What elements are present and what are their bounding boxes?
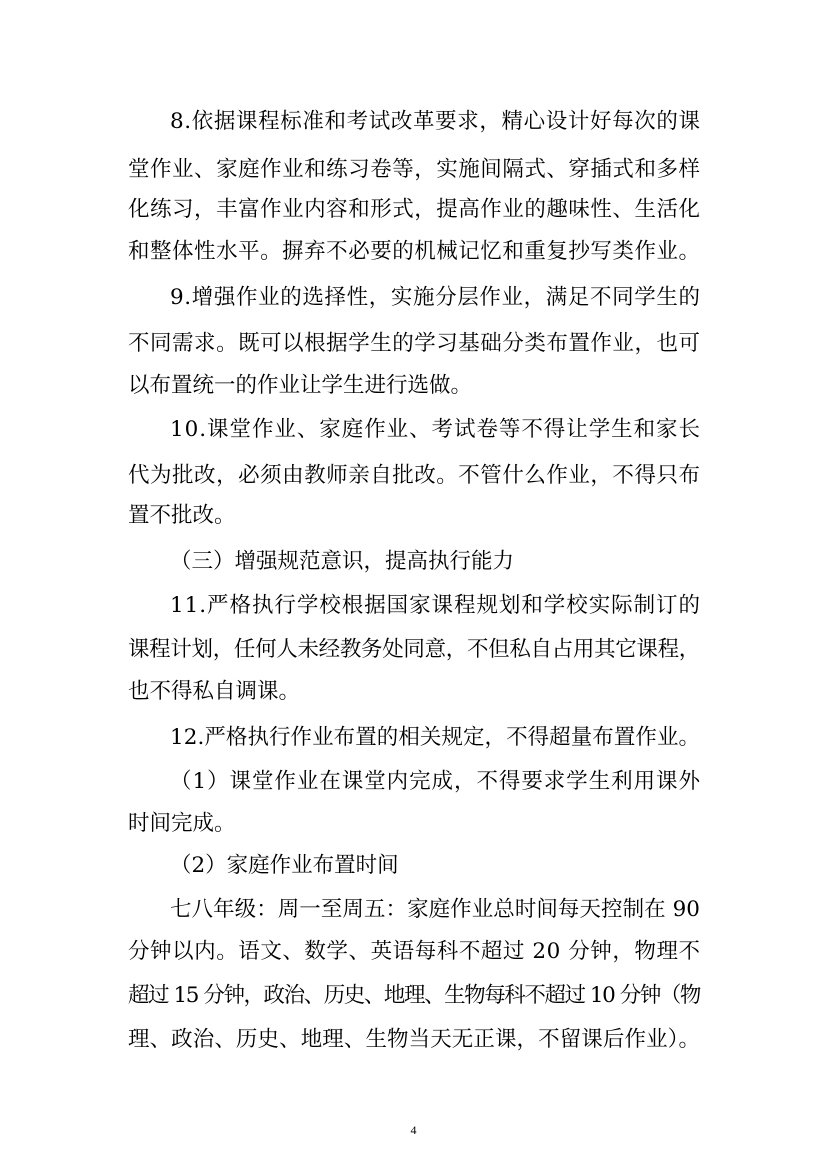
text-line-content: 9.增强作业的选择性，实施分层作业，满足不同学生的 — [170, 285, 701, 310]
text-line — [0, 500, 827, 532]
text-line-content: 超过 15 分钟，政治、历史、地理、生物每科不超过 10 分钟（物 — [128, 983, 700, 1008]
text-line — [0, 850, 827, 882]
text-line — [0, 106, 827, 138]
text-line-content: 时间完成。 — [128, 811, 236, 836]
text-line — [0, 936, 827, 968]
page-number: 4 — [410, 1123, 417, 1137]
text-line — [0, 590, 827, 622]
text-line-content: 不同需求。既可以根据学生的学习基础分类布置作业，也可 — [128, 331, 701, 356]
text-line-content: 置不批改。 — [128, 503, 236, 528]
text-line — [0, 722, 827, 754]
text-line-content: （2）家庭作业布置时间 — [170, 853, 399, 878]
text-line — [0, 808, 827, 840]
text-line-content: 课程计划，任何人未经教务处同意，不但私自占用其它课程， — [128, 637, 700, 662]
text-line-content: 理、政治、历史、地理、生物当天无正课，不留课后作业）。 — [128, 1027, 701, 1052]
text-line-content: （1）课堂作业在课堂内完成，不得要求学生利用课外 — [170, 769, 701, 794]
text-line — [0, 154, 827, 186]
text-line-content: 也不得私自调课。 — [128, 679, 301, 704]
section-heading-text: （三）增强规范意识，提高执行能力 — [170, 549, 515, 574]
text-line — [0, 1024, 827, 1056]
text-line — [0, 370, 827, 402]
text-line — [0, 980, 827, 1012]
text-line-content: 12.严格执行作业布置的相关规定，不得超量布置作业。 — [170, 725, 701, 750]
text-line-content: 分钟以内。语文、数学、英语每科不超过 20 分钟，物理不 — [128, 939, 701, 964]
text-line — [0, 766, 827, 798]
text-line — [0, 460, 827, 492]
text-line — [0, 282, 827, 314]
section-heading — [0, 546, 827, 578]
text-line — [0, 894, 827, 926]
text-line — [0, 236, 827, 268]
text-line — [0, 194, 827, 226]
text-line — [0, 328, 827, 360]
text-line — [0, 634, 827, 666]
text-line — [0, 414, 827, 446]
text-line-content: 11.严格执行学校根据国家课程规划和学校实际制订的 — [170, 593, 701, 618]
text-line-content: 七八年级：周一至周五：家庭作业总时间每天控制在 90 — [170, 897, 701, 922]
text-line-content: 代为批改，必须由教师亲自批改。不管什么作业，不得只布 — [128, 463, 701, 488]
text-line-content: 和整体性水平。摒弃不必要的机械记忆和重复抄写类作业。 — [128, 239, 701, 264]
text-line-content: 以布置统一的作业让学生进行选做。 — [128, 373, 473, 398]
text-line — [0, 676, 827, 708]
text-line-content: 10.课堂作业、家庭作业、考试卷等不得让学生和家长 — [170, 417, 701, 442]
text-line-content: 8.依据课程标准和考试改革要求，精心设计好每次的课 — [170, 109, 701, 134]
text-line-content: 化练习，丰富作业内容和形式，提高作业的趣味性、生活化 — [128, 197, 701, 222]
text-line-content: 堂作业、家庭作业和练习卷等，实施间隔式、穿插式和多样 — [128, 157, 701, 182]
